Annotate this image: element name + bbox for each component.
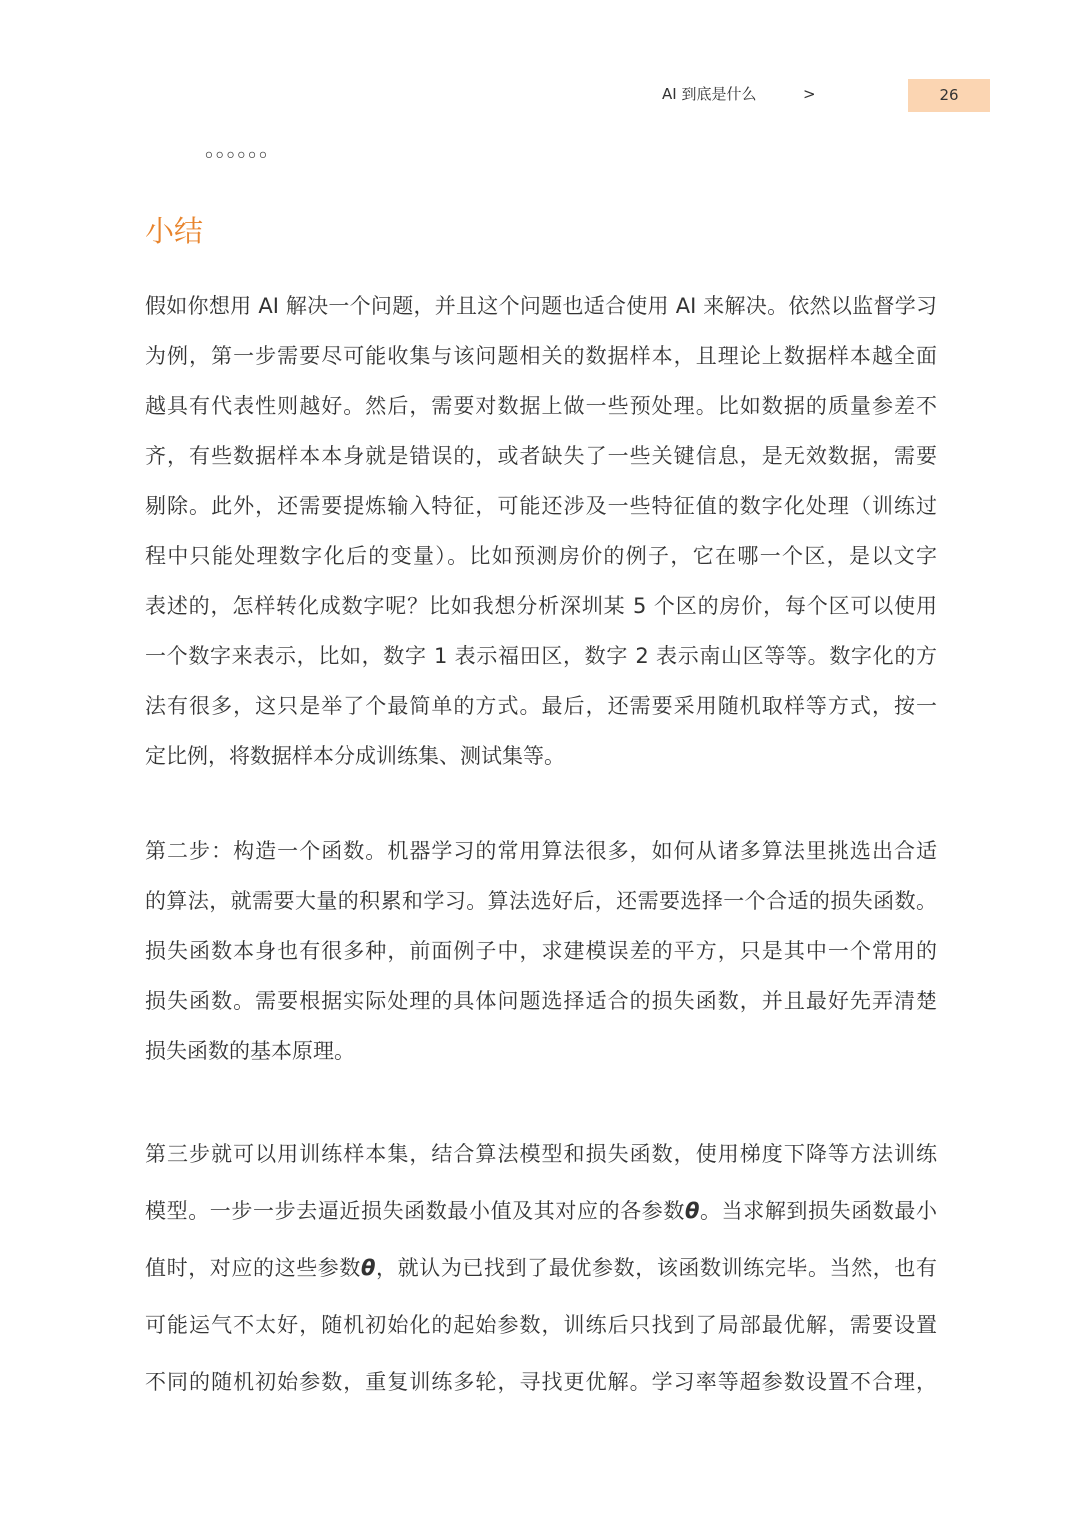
text-line: 表述的，怎样转化成数字呢？比如我想分析深圳某 5 个区的房价，每个区可以使用 xyxy=(145,594,937,618)
paragraph-3 xyxy=(145,1126,937,1411)
text-line: 一个数字来表示，比如，数字 1 表示福田区，数字 2 表示南山区等等。数字化的方 xyxy=(145,644,937,668)
paragraph-1 xyxy=(145,281,937,781)
continuation-marks: 。。。。。。 xyxy=(205,137,281,162)
text-line: 值时，对应的这些参数θ，就认为已找到了最优参数，该函数训练完毕。当然，也有 xyxy=(145,1256,938,1280)
chevron-right-icon: > xyxy=(803,85,816,103)
page-number-badge xyxy=(908,79,990,112)
text-line: 定比例，将数据样本分成训练集、测试集等。 xyxy=(145,744,565,768)
text-line: 损失函数本身也有很多种，前面例子中，求建模误差的平方，只是其中一个常用的 xyxy=(145,939,937,963)
paragraph-2 xyxy=(145,826,937,1076)
text-line: 第二步：构造一个函数。机器学习的常用算法很多，如何从诸多算法里挑选出合适 xyxy=(145,839,937,863)
text-line: 为例，第一步需要尽可能收集与该问题相关的数据样本，且理论上数据样本越全面 xyxy=(145,344,937,368)
text-line: 损失函数的基本原理。 xyxy=(145,1039,355,1063)
text-line: 第三步就可以用训练样本集，结合算法模型和损失函数，使用梯度下降等方法训练 xyxy=(145,1142,937,1166)
text-line: 越具有代表性则越好。然后，需要对数据上做一些预处理。比如数据的质量参差不 xyxy=(145,394,937,418)
text-line: 不同的随机初始参数，重复训练多轮，寻找更优解。学习率等超参数设置不合理， xyxy=(145,1370,937,1394)
theta-symbol: θ xyxy=(684,1199,700,1223)
theta-symbol: θ xyxy=(361,1256,376,1280)
text-line: 剔除。此外，还需要提炼输入特征，可能还涉及一些特征值的数字化处理（训练过 xyxy=(145,494,937,518)
text-line: 齐，有些数据样本本身就是错误的，或者缺失了一些关键信息，是无效数据，需要 xyxy=(145,444,937,468)
text-line: 程中只能处理数字化后的变量）。比如预测房价的例子，它在哪一个区，是以文字 xyxy=(145,544,937,568)
text-line: 法有很多，这只是举了个最简单的方式。最后，还需要采用随机取样等方式，按一 xyxy=(145,694,937,718)
text-line: 损失函数。需要根据实际处理的具体问题选择适合的损失函数，并且最好先弄清楚 xyxy=(145,989,937,1013)
page-number: 26 xyxy=(939,86,959,104)
text-line: 可能运气不太好，随机初始化的起始参数，训练后只找到了局部最优解，需要设置 xyxy=(145,1313,937,1337)
text-line: 假如你想用 AI 解决一个问题，并且这个问题也适合使用 AI 来解决。依然以监督学习 xyxy=(145,294,937,318)
text-line: 模型。一步一步去逼近损失函数最小值及其对应的各参数θ。当求解到损失函数最小 xyxy=(145,1199,938,1223)
running-title: AI 到底是什么 xyxy=(662,85,757,103)
text-line: 的算法，就需要大量的积累和学习。算法选好后，还需要选择一个合适的损失函数。 xyxy=(145,889,937,913)
section-heading: 小结 xyxy=(145,214,204,248)
